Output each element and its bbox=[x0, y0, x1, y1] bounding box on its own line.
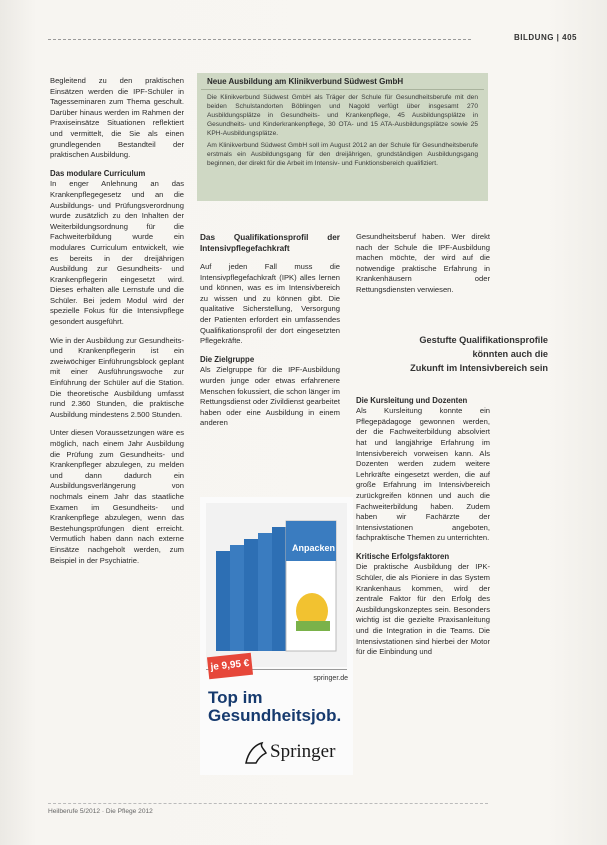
paragraph: Unter diesen Voraussetzungen wäre es möglich, nach einem Jahr Ausbildung die Prüfung zum Gesundheits- und Krankenpfleger abzulegen, zu melden und dann dadurch ein Ausbildungsverlängerung von nochmals einem Jahr das staatliche Examen im Gesundheits- und Krankenpflege abzulegen, wenn das Bestehungsprüfungen dient erreicht. Vermutlich haben dann nach externe Einsätze nachgeholt werden, zum Beispiel in der Psychiatrie. bbox=[50, 428, 184, 565]
pull-quote-line: Gestufte Qualifikationsprofile bbox=[419, 335, 548, 345]
paragraph: Wie in der Ausbildung zur Gesundheits- und Krankenpflegerin ist ein zweiwöchiger Einführungsblock geplant mit einer Ausführungswoche zur Einführung der Schüler auf die Station. Die theoretische Ausbildung umfasst rund 2.360 Stunden, die praktische Ausbildung mindestens 2.500 Stunden. bbox=[50, 335, 184, 419]
springer-brand: Springer bbox=[270, 741, 336, 762]
pull-quote-line: könnten auch die bbox=[472, 349, 548, 359]
info-box-paragraph: Am Klinikverbund Südwest GmbH soll im August 2012 an der Schule für Gesundheitsberufe erstmals ein Ausbildungsgang für den dreijährigen, grundständigen Ausbildungsgang beginnen, der direkt für die Arbeit im Intensiv- und Funktionsbereich qualifiziert. bbox=[207, 142, 478, 167]
subheading: Das Qualifikationsprofil der Intensivpflegefachkraft bbox=[200, 233, 340, 253]
price-tag: je 9,95 € bbox=[207, 653, 253, 679]
paragraph: Auf jeden Fall muss die Intensivpflegefachkraft (IPK) alles lernen und können, was es im Intensivbereich zu wissen und zu können gibt. Die qualitative Sicherstellung, Versorgung der Patienten erfordert ein umfassendes Qualifikationsprofil der dort eingesetzten Pflegekräfte. bbox=[200, 262, 340, 346]
column-1 bbox=[50, 76, 184, 574]
subheading: Das modulare Curriculum bbox=[50, 168, 146, 178]
ad-url[interactable]: springer.de bbox=[313, 675, 348, 682]
column-3 bbox=[356, 232, 490, 666]
paragraph: In enger Anlehnung an das Krankenpflegegesetz und an die Ausbildungs- und Prüfungsverordnung wurde zusätzlich zu den Inhalten der Weiterbildungsordnung für die Fachweiterbildung wurde ein modulares Curriculum entwickelt, wie es bereits in der dreijährigen Ausbildung zur Gesundheits- und Krankenpflegerin eingesetzt wird. Dieses erhalten alle Lernstufe und die Schüler. Bei jedem Modul wird der spezielle Fokus für die Intensivpflege gesondert ausgeführt. bbox=[50, 179, 184, 327]
subheading: Die Zielgruppe bbox=[200, 354, 255, 364]
paragraph: Als Zielgruppe für die IPF-Ausbildung wurden junge oder etwas erfahrenere Menschen fokussiert, die schon länger im Rettungsdienst oder Zivildienst gearbeitet haben oder eine Ausbildung in einem anderen bbox=[200, 365, 340, 428]
ad-headline bbox=[208, 689, 348, 725]
subheading: Kritische Erfolgsfaktoren bbox=[356, 551, 450, 561]
springer-advertisement[interactable] bbox=[200, 497, 353, 775]
info-box bbox=[197, 73, 488, 201]
subheading: Die Kursleitung und Dozenten bbox=[356, 395, 468, 405]
book-stack-image bbox=[206, 503, 347, 667]
footer-text: Heilberufe 5/2012 · Die Pflege 2012 bbox=[48, 808, 153, 815]
paragraph: Als Kursleitung konnte ein Pflegepädagoge gewonnen werden, der die Fachweiterbildung absolviert hat und langjährige Erfahrung im Intensivbereich vorweisen kann. Als Dozenten werden zudem weitere Lehrkräfte eingesetzt werden, die auf große Erfahrung im Intensivbereich zurückgreifen können und auch die Fachweiterbildung haben. Zudem haben wir Fachärzte der Intensivstationen angeboten, fachpraktische Themen zu unterrichten. bbox=[356, 406, 490, 543]
ad-headline-line: Top im bbox=[208, 688, 263, 707]
pull-quote bbox=[362, 333, 548, 375]
section-header: BILDUNG | 405 bbox=[514, 33, 577, 42]
paragraph: Begleitend zu den praktischen Einsätzen werden die IPF-Schüler in Tagesseminaren zum Thema geschult. Darüber hinaus werden im Rahmen der Praxiseinsätze Situationen reflektiert und vermittelt, die Sie als einen grundlegenden Bestandteil der praktischen Ausbildung. bbox=[50, 76, 184, 160]
book-title-text: Anpacken bbox=[292, 543, 336, 553]
info-box-title: Neue Ausbildung am Klinikverbund Südwest GmbH bbox=[201, 73, 484, 90]
column-2 bbox=[200, 232, 340, 437]
ad-headline-line: Gesundheitsjob. bbox=[208, 706, 342, 725]
pull-quote-line: Zukunft im Intensivbereich sein bbox=[410, 363, 548, 373]
header-rule bbox=[48, 39, 471, 40]
footer-rule bbox=[48, 803, 488, 804]
paragraph: Gesundheitsberuf haben. Wer direkt nach der Schule die IPF-Ausbildung machen möchte, der wird auf die notwendige praktische Erfahrung in Krankenhäusern oder Rettungsdiensten verwiesen. bbox=[356, 232, 490, 294]
info-box-paragraph: Die Klinikverbund Südwest GmbH als Träger der Schule für Gesundheitsberufe mit den beiden Schulstandorten Böblingen und Nagold verfügt über insgesamt 270 Ausbildungsplätze in Gesundheits- und Krankenpflege, 45 Ausbildungsplätze in Gesundheits- und Kinderkrankenpflege, 30 OTA- und 15 ATA-Ausbildungsplätze sowie 25 KPH-Ausbildungsplätze. bbox=[207, 94, 478, 137]
paragraph: Die praktische Ausbildung der IPK-Schüler, die als Pioniere in das System Krankenhaus kommen, wird der zentrale Faktor für den Erfolg des Ausbildungskonzeptes sein. Besonders wichtig ist die gezielte Praxisanleitung und die Integration in die Teams. Die Intensivstationen sind hierbei der Motor für die Einbindung und bbox=[356, 562, 490, 657]
